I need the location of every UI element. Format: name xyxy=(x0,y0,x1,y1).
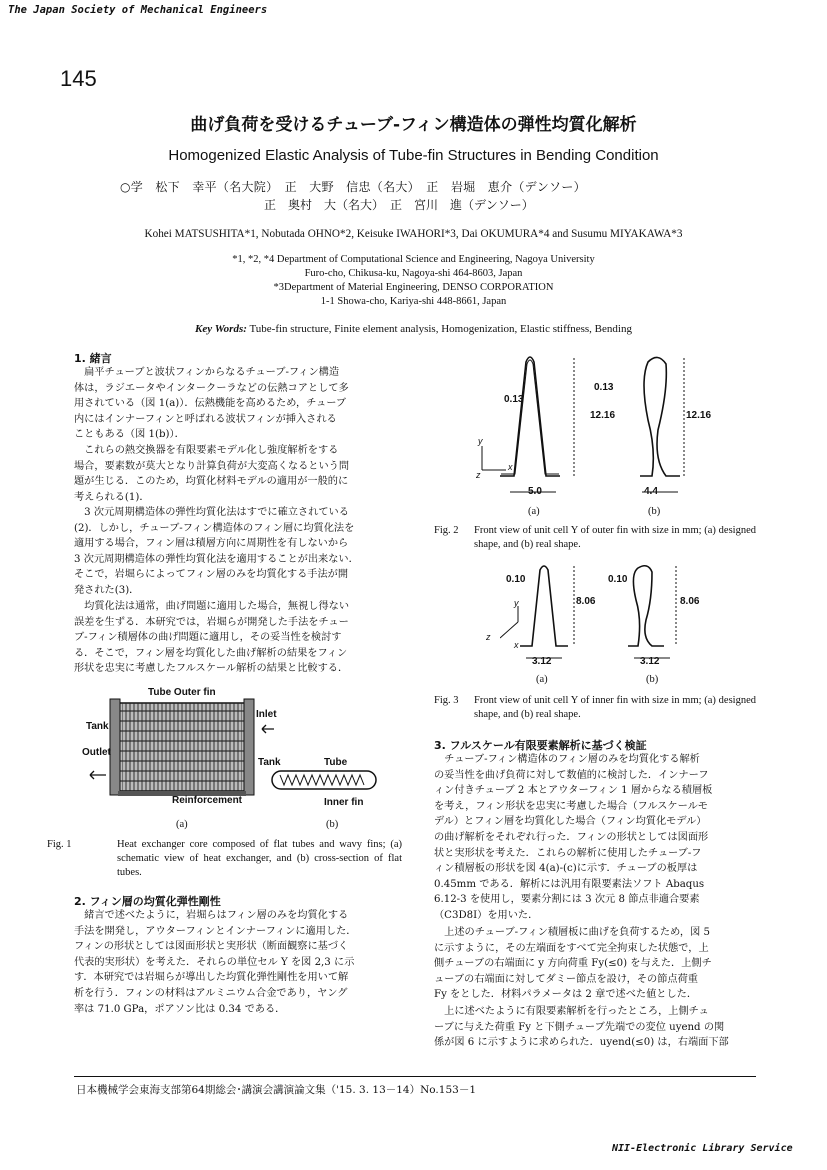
section-3-para-2: 上述のチューブ-フィン積層板に曲げを負荷するため，図 5 に示すように，その左端面をすべて完全拘束した状態で，上 側チューブの右端面に y 方向荷重 Fy(≤0) を与えた．上側チ ューブの右端面に対してダミー節点を設け，その節点荷重 Fy をとした．材料パラメータは 2 章で述べた値とした． xyxy=(434,927,712,1001)
section-1-para-2: これらの熱交換器を有限要素モデル化し強度解析をする 場合，要素数が莫大となり計算負荷が大変高くなるという問 題が生じる．このため，均質化材料モデルの適用が一般的に 考えられる(1)． xyxy=(74,445,350,503)
fig3-thickness-b: 0.10 xyxy=(608,574,628,585)
left-tank xyxy=(110,699,120,795)
affiliation-2: Furo-cho, Chikusa-ku, Nagoya-shi 464-8603, Japan xyxy=(304,268,523,279)
section-1-para-4: 均質化法は通常，曲げ問題に適用した場合，無視し得ない 誤差を生ずる．本研究では，岩堀らが開発した手法をチュー ブ-フィン積層体の曲げ問題に適用し，その妥当性を検討す る．そこで，フィン層を均質化した曲げ解析の結果をフィン 形状を忠実に考慮したフルスケール解析の結果と比較する． xyxy=(74,601,350,675)
fig1-sub-a: (a) xyxy=(176,819,188,830)
fig1-sub-b: (b) xyxy=(326,819,339,830)
authors-ja-line2: 正 奥村 大（名大） 正 宮川 進（デンソー） xyxy=(264,198,534,212)
core-hatch xyxy=(122,703,242,791)
title-en: Homogenized Elastic Analysis of Tube-fin Structures in Bending Condition xyxy=(168,147,659,164)
fig3-width-a: 3.12 xyxy=(532,656,552,667)
label-reinforcement: Reinforcement xyxy=(172,795,243,806)
fig3-axis-z: z xyxy=(486,632,491,642)
fig2-sub-b: (b) xyxy=(648,506,661,517)
fig2-caption: Front view of unit cell Y of outer fin with size in mm; (a) designed shape, and (b) real shape. xyxy=(474,525,756,550)
footer-rule xyxy=(74,1076,756,1077)
fig3-axis-x: x xyxy=(514,640,519,650)
keywords-text: Tube-fin structure, Finite element analysis, Homogenization, Elastic stiffness, Bending xyxy=(249,323,632,335)
society-header: The Japan Society of Mechanical Engineers xyxy=(8,4,268,16)
fig3-height-b: 8.06 xyxy=(680,596,700,607)
fig2-sub-a: (a) xyxy=(528,506,540,517)
fig2-caption-no: Fig. 2 xyxy=(434,525,459,536)
fig2-width-b: 4.4 xyxy=(644,486,658,497)
inner-fin-designed xyxy=(520,566,568,646)
outlet-arrow xyxy=(90,771,106,779)
title-ja: 曲げ負荷を受けるチューブ-フィン構造体の弾性均質化解析 xyxy=(190,115,637,135)
outer-fin-designed xyxy=(500,357,560,476)
fig2-thickness-b: 0.13 xyxy=(594,382,614,393)
page-number: 145 xyxy=(60,66,97,91)
fig1-caption-no: Fig. 1 xyxy=(47,839,72,850)
section-1-para-1: 扁平チューブと波状フィンからなるチューブ-フィン構造 体は，ラジエータやインタークーラなどの伝熱コアとして多 用されている（図 1(a)）．伝熱機能を高めるため，チューブ 内にはインナーフィンと呼ばれる波状フィンが挿入される こともある（図 1(b)）． xyxy=(74,367,349,441)
affiliation-3: *3Department of Material Engineering, DENSO CORPORATION xyxy=(273,282,554,293)
authors-ja-line1: ○学 松下 幸平（名大院） 正 大野 信忠（名大） 正 岩堀 恵介（デンソー） xyxy=(120,180,586,194)
fig2-height-a: 12.16 xyxy=(590,410,616,421)
fig1-caption: Heat exchanger core composed of flat tubes and wavy fins; (a) schematic view of heat exchanger, and (b) cross-section of flat tubes. xyxy=(117,839,402,878)
section-3-heading: 3. フルスケール有限要素解析に基づく検証 xyxy=(434,739,647,752)
fig3-caption: Front view of unit cell Y of inner fin with size in mm; (a) designed shape, and (b) real shape. xyxy=(474,695,756,720)
figure-1 xyxy=(80,685,410,835)
affiliation-4: 1-1 Showa-cho, Kariya-shi 448-8661, Japan xyxy=(320,296,507,307)
inner-fin-real xyxy=(628,566,664,646)
fig2-thickness-a: 0.13 xyxy=(504,394,524,405)
section-2-para-1: 緒言で述べたように，岩堀らはフィン層のみを均質化する 手法を開発し，アウターフィンとインナーフィンに適用した． フィンの形状としては図面形状と実形状（断面観察に基づく 代表的実形状）を考えた．それらの単位セル Y を図 2,3 に示 す．本研究では岩堀らが導出した均質化弾性剛性を用いて解 析を行う．フィンの材料はアルミニウム合金であり，ヤング 率は 71.0 GPa，ポアソン比は 0.34 である． xyxy=(74,910,357,1015)
figure-1-drawing xyxy=(80,685,410,835)
figure-2 xyxy=(470,350,730,520)
fig2-axis-z: z xyxy=(476,470,481,480)
label-tube-b: Tube xyxy=(324,757,348,768)
section-1-heading: 1. 緒言 xyxy=(74,352,112,365)
fig3-sub-b: (b) xyxy=(646,674,659,685)
label-inlet: Inlet xyxy=(256,709,277,720)
right-tank xyxy=(244,699,254,795)
fig2-height-b: 12.16 xyxy=(686,410,712,421)
outer-fin-designed-inner xyxy=(501,360,559,474)
fig3-caption-no: Fig. 3 xyxy=(434,695,459,706)
figure-3 xyxy=(486,560,730,690)
fig3-height-a: 8.06 xyxy=(576,596,596,607)
fig3-width-b: 3.12 xyxy=(640,656,660,667)
label-outlet: Outlet xyxy=(82,747,111,758)
fig2-axis-x: x xyxy=(508,462,513,472)
label-tank-b: Tank xyxy=(258,757,281,768)
outer-fin-real xyxy=(640,357,680,476)
authors-en: Kohei MATSUSHITA*1, Nobutada OHNO*2, Keisuke IWAHORI*3, Dai OKUMURA*4 and Susumu MIYAKAWA*3 xyxy=(144,228,683,240)
fig3-thickness-a: 0.10 xyxy=(506,574,526,585)
fig3-sub-a: (a) xyxy=(536,674,548,685)
affiliation-1: *1, *2, *4 Department of Computational Science and Engineering, Nagoya University xyxy=(232,254,595,265)
label-inner-fin: Inner fin xyxy=(324,797,364,808)
label-tank: Tank xyxy=(86,721,109,732)
inlet-arrow xyxy=(262,725,274,733)
fig3-axis-z-arrow xyxy=(500,622,518,638)
fig2-axis-y: y xyxy=(478,436,483,446)
section-3-para-3: 上に述べたように有限要素解析を行ったところ，上側チュ ーブに与えた荷重 Fy と下側チューブ先端での変位 uyend の関 係が図 6 に示すように求められた．uyend(≤0) は，右端面下部 xyxy=(434,1006,729,1049)
section-3-para-1: チューブ-フィン構造体のフィン層のみを均質化する解析 の妥当性を曲げ負荷に対して数値的に検討した．インナーフ ィン付きチューブ 2 本とアウターフィン 1 層からなる積層板 を考え，フィン形状を忠実に考慮した場合（フルスケールモ デル）とフィン層を均質化した場合（フィン均質化モデル） の曲げ解析をそれぞれ行った．フィンの形状としては図面形 状と実形状を考えた．これらの解析に使用したチューブ-フ ィン積層板の形状を図 4(a)-(c)に示す．チューブの板厚は 0.45mm である．解析には汎用有限要素法ソフト Abaqus 6.12-3 を使用し，要素分割には 3 次元 8 節点非適合要素 （C3D8I）を用いた． xyxy=(434,754,713,921)
label-tube-outer-fin: Tube Outer fin xyxy=(148,687,216,698)
section-1-para-3: 3 次元周期構造体の弾性均質化法はすでに確立されている (2)．しかし，チューブ-フィン構造体のフィン層に均質化法を 適用する場合，フィン層は積層方向に周期性を有しないから 3 次元周期構造体の弾性均質化法を適用することが出来ない． そこで，岩堀らによってフィン層のみを均質化する手法が開 発された(3)． xyxy=(74,507,359,596)
keywords xyxy=(0,323,827,335)
fig3-axis-y: y xyxy=(514,598,519,608)
section-2-heading: 2. フィン層の均質化弾性剛性 xyxy=(74,895,221,908)
keywords-label: Key Words: xyxy=(195,323,247,335)
figure-2-drawing xyxy=(470,350,730,520)
fig2-width-a: 5.0 xyxy=(528,486,542,497)
footer-proceedings: 日本機械学会東海支部第64期総会･講演会講演論文集（'15. 3. 13－14）No.153－1 xyxy=(76,1084,476,1096)
footer-service: NII-Electronic Library Service xyxy=(612,1143,793,1154)
